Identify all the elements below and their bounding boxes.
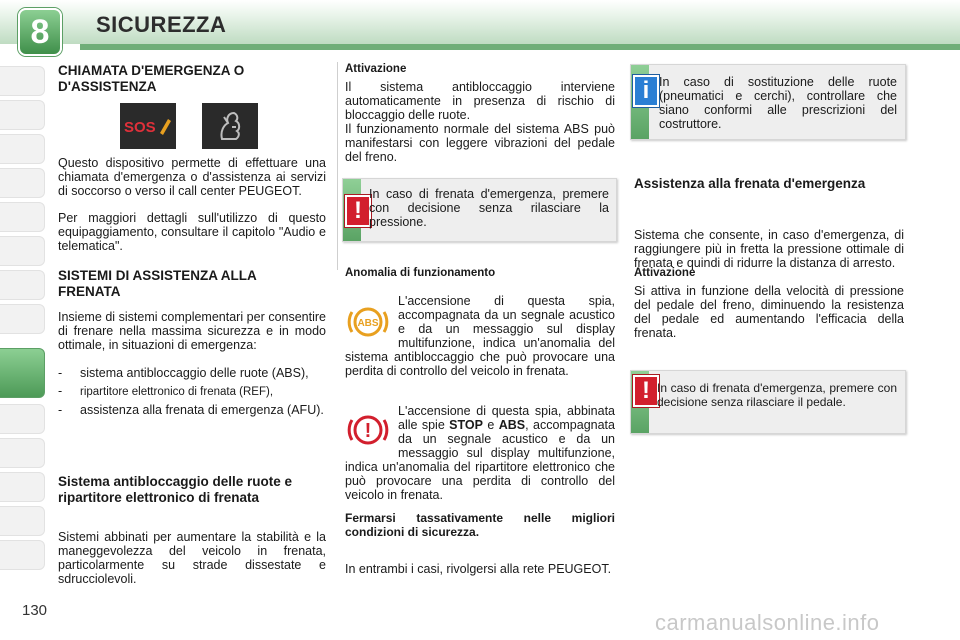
activation-paragraph-1: Il sistema antibloccaggio interviene automaticamente in presenza di rischio di bloccaggio delle ruote. — [345, 80, 615, 122]
chapter-tab-14[interactable] — [0, 540, 45, 570]
anomaly-title: Anomalia di funzionamento — [345, 267, 496, 279]
anomaly-p2-and: e — [482, 418, 499, 432]
warning-icon: ! — [633, 375, 659, 407]
emergency-pedal-warning-note — [630, 370, 906, 434]
braking-systems-list — [58, 366, 326, 421]
bullet-dash: - — [58, 366, 63, 380]
wheel-replacement-info-note — [630, 64, 906, 140]
section-title: SICUREZZA — [96, 12, 227, 37]
brake-lamp-glyph: ! — [364, 420, 372, 442]
chapter-badge: 8 — [18, 8, 62, 56]
list-item — [58, 384, 326, 399]
list-item-text: ripartitore elettronico di frenata (REF), — [80, 386, 274, 398]
anomaly-paragraph-1-intro — [345, 294, 615, 378]
activation-title: Attivazione — [345, 63, 407, 75]
anomaly-paragraph-2 — [345, 404, 615, 502]
list-item — [58, 403, 326, 417]
warning-note-text: In caso di frenata d'emergenza, premere con decisione senza rilasciare la pressione. — [369, 187, 609, 229]
chapter-tab-4[interactable] — [0, 168, 45, 198]
chapter-tab-1[interactable] — [0, 66, 45, 96]
lamp-wrap-spacer — [345, 404, 398, 460]
column-divider — [337, 62, 338, 270]
activation-paragraph-2: Il funzionamento normale del sistema ABS può manifestarsi con leggere vibrazioni del pedale del freno. — [345, 122, 615, 164]
abs-lamp-text: ABS — [357, 318, 379, 329]
header-rule — [80, 44, 960, 50]
afu-paragraph-2: Si attiva in funzione della velocità di pressione del pedale del freno, diminuendo la resistenza del pedale ed aumentando l'efficacia della frenata. — [634, 284, 904, 340]
list-item-text: assistenza alla frenata di emergenza (AFU). — [80, 403, 324, 417]
chapter-tab-13[interactable] — [0, 506, 45, 536]
chapter-tab-8[interactable] — [0, 304, 45, 334]
warning-icon: ! — [345, 195, 371, 227]
abs-lamp-ref: ABS — [498, 418, 526, 432]
chapter-tab-12[interactable] — [0, 472, 45, 502]
chapter-tab-9-active[interactable] — [0, 348, 45, 398]
chapter-tab-3[interactable] — [0, 134, 45, 164]
bullet-dash: - — [58, 403, 63, 417]
info-icon: i — [633, 75, 659, 107]
lamp-wrap-spacer — [345, 294, 398, 350]
chapter-tab-7[interactable] — [0, 270, 45, 300]
warning-note-text: In caso di frenata d'emergenza, premere con decisione senza rilasciare il pedale. — [657, 381, 897, 409]
chapter-tab-6[interactable] — [0, 236, 45, 266]
anomaly-bold-instruction: Fermarsi tassativamente nelle migliori condizioni di sicurezza. — [345, 511, 615, 539]
footer-watermark: carmanualsonline.info — [655, 610, 880, 635]
anomaly-p2-part-a: L'accensione di questa spia, abbinata alle spie — [398, 404, 615, 432]
chapter-tab-11[interactable] — [0, 438, 45, 468]
stop-lamp-ref: STOP — [449, 418, 483, 432]
anomaly-p2-part-b: , accompagnata da un segnale acustico e da un messaggio sul display multifunzione, indica un'anomalia del ripartitore elettronico che può provocare una perdita di controllo del veicolo in frenata. — [345, 418, 615, 502]
page-number: 130 — [22, 602, 48, 619]
chapter-tab-2[interactable] — [0, 100, 45, 130]
chapter-tab-5[interactable] — [0, 202, 45, 232]
bullet-dash: - — [58, 384, 63, 398]
braking-assist-title: SISTEMI DI ASSISTENZA ALLA FRENATA — [58, 268, 257, 299]
info-note-text: In caso di sostituzione delle ruote (pneumatici e cerchi), controllare che siano conformi alle prescrizioni del costruttore. — [659, 75, 897, 131]
sos-button-icon — [120, 103, 176, 149]
emergency-call-title: CHIAMATA D'EMERGENZA O D'ASSISTENZA — [58, 63, 245, 94]
abs-section-title: Sistema antibloccaggio delle ruote e ripartitore elettronico di frenata — [58, 474, 293, 505]
anomaly-paragraph-3: In entrambi i casi, rivolgersi alla rete PEUGEOT. — [345, 562, 612, 576]
emergency-brake-warning-note — [342, 178, 617, 242]
afu-activation-title: Attivazione — [634, 267, 696, 279]
chapter-tab-10[interactable] — [0, 404, 45, 434]
afu-paragraph-1: Sistema che consente, in caso d'emergenza, di raggiungere più in fretta la pressione ottimale di frenata e quindi di ridurre la distanza di arresto. — [634, 228, 904, 270]
list-item-text: sistema antibloccaggio delle ruote (ABS), — [80, 366, 309, 380]
peugeot-lion-button-icon — [202, 103, 258, 149]
emergency-paragraph-2: Per maggiori dettagli sull'utilizzo di questo equipaggiamento, consultare il capitolo "Audio e telematica". — [58, 211, 326, 253]
anomaly-paragraph-1: L'accensione di questa spia, accompagnata da un segnale acustico e da un messaggio sul display multifunzione, indica un'anomalia del sistema antibloccaggio che può provocare una perdita di controllo del veicolo in frenata. — [345, 294, 615, 378]
list-item — [58, 366, 326, 380]
abs-section-paragraph: Sistemi abbinati per aumentare la stabilità e la maneggevolezza del veicolo in frenata, particolarmente su strade dissestate e sdrucciolevoli. — [58, 530, 326, 586]
braking-assist-paragraph: Insieme di sistemi complementari per consentire di frenare nella massima sicurezza e in modo ottimale, in situazioni di emergenza: — [58, 310, 326, 352]
sos-icon-text: SOS — [124, 119, 156, 136]
emergency-paragraph-1: Questo dispositivo permette di effettuare una chiamata d'emergenza o d'assistenza ai servizi di soccorso o verso il call center PEUGEOT. — [58, 156, 326, 198]
afu-title: Assistenza alla frenata d'emergenza — [634, 176, 866, 191]
